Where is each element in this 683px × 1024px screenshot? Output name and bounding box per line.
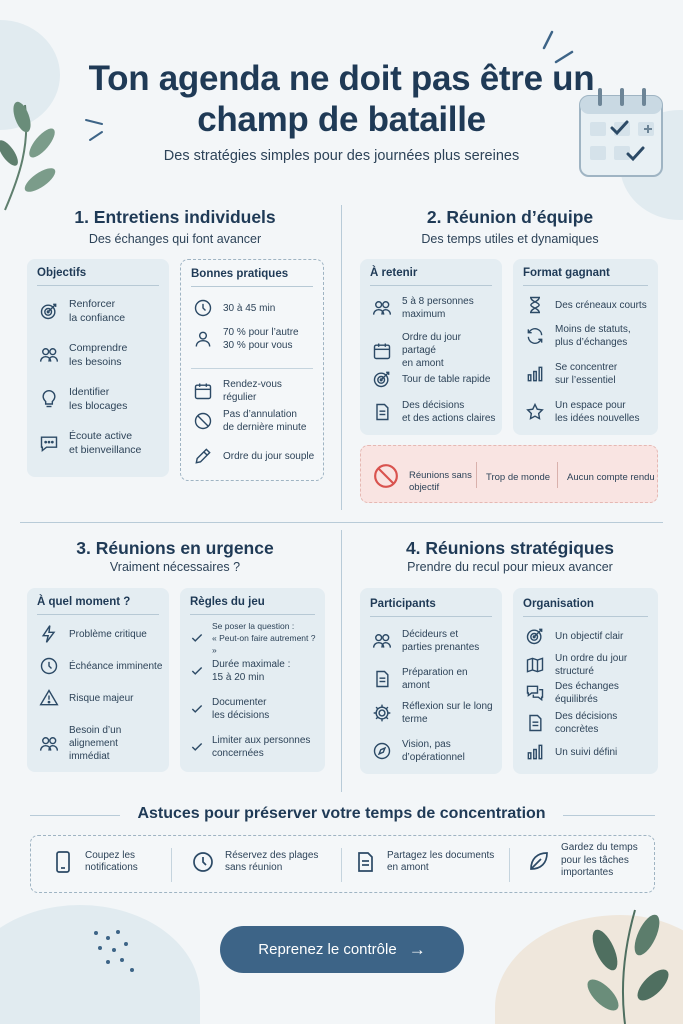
rules-card [180, 588, 325, 772]
card-heading: À retenir [370, 267, 492, 286]
pitfall-separator [476, 462, 477, 488]
card-separator [191, 368, 313, 369]
arrow-right-icon: → [408, 939, 426, 959]
horizontal-divider [20, 522, 663, 523]
card-heading: Participants [370, 596, 492, 617]
page-subtitle: Des stratégies simples pour des journées plus sereines [163, 148, 520, 164]
key-points-card [360, 259, 502, 435]
leaf-icon [575, 905, 675, 1024]
list-item: Échéance imminente [37, 654, 163, 678]
list-item: Pas d’annulation de dernière minute [191, 408, 317, 434]
list-item: Renforcer la confiance [37, 297, 163, 325]
list-item: Durée maximale : 15 à 20 min [190, 658, 319, 684]
list-item: 70 % pour l’autre 30 % pour vous [191, 326, 317, 352]
document-icon [370, 400, 394, 424]
take-control-button[interactable] [220, 926, 464, 973]
tip-item: Réservez des plages sans réunion [189, 848, 318, 876]
tips-title: Astuces pour préserver votre temps de concentration [137, 805, 546, 822]
target-icon [523, 624, 547, 648]
hourglass-icon [523, 293, 547, 317]
check-icon [190, 659, 204, 683]
list-item: Décideurs et parties prenantes [370, 628, 496, 654]
dots-decoration [88, 928, 138, 978]
list-item: Se concentrer sur l’essentiel [523, 361, 652, 387]
list-item: Rendez-vous régulier [191, 378, 317, 404]
leaf-icon [525, 847, 553, 875]
lightbulb-icon [37, 387, 61, 411]
card-heading: Format gagnant [523, 267, 648, 286]
tip-item: Coupez les notifications [49, 848, 138, 876]
gear-icon [370, 701, 394, 725]
tip-separator [171, 848, 172, 882]
people-icon [37, 732, 61, 756]
list-item: Un espace pour les idées nouvelles [523, 399, 652, 425]
list-item: Comprendre les besoins [37, 341, 163, 369]
list-item: Des décisions et des actions claires [370, 399, 496, 425]
list-item: Vision, pas d’opérationnel [370, 738, 496, 764]
lightning-icon [37, 622, 61, 646]
chat-bubbles-icon [523, 681, 547, 705]
list-item: Identifier les blocages [37, 385, 163, 413]
chat-bubble-icon [37, 431, 61, 455]
tip-separator [509, 848, 510, 882]
list-item: 5 à 8 personnes maximum [370, 295, 496, 321]
card-heading: Règles du jeu [190, 596, 315, 615]
pitfalls-box [360, 445, 658, 503]
page-title: Ton agenda ne doit pas être un champ de bataille [88, 59, 595, 139]
check-icon [190, 697, 204, 721]
tip-separator [341, 848, 342, 882]
section-subtitle: Des temps utiles et dynamiques [421, 232, 599, 246]
card-heading: Organisation [523, 596, 648, 617]
section-subtitle: Vraiment nécessaires ? [109, 560, 241, 574]
people-icon [370, 296, 394, 320]
bar-chart-icon [523, 740, 547, 764]
section-subtitle: Des échanges qui font avancer [88, 232, 262, 246]
list-item: Limiter aux personnes concernées [190, 734, 319, 760]
cta-label: Reprenez le contrôle [258, 941, 397, 958]
section-title: 4. Réunions stratégiques [405, 538, 615, 558]
target-icon [370, 367, 394, 391]
card-heading: À quel moment ? [37, 596, 159, 615]
people-icon [37, 343, 61, 367]
refresh-icon [523, 324, 547, 348]
smartphone-icon [49, 848, 77, 876]
section-title: 3. Réunions en urgence [76, 538, 274, 558]
people-icon [370, 629, 394, 653]
list-item: Se poser la question : « Peut-on faire autrement ? » [190, 620, 319, 656]
section-title: 1. Entretiens individuels [74, 207, 276, 227]
warning-icon [37, 686, 61, 710]
list-item: 30 à 45 min [191, 296, 317, 320]
target-icon [37, 299, 61, 323]
vertical-divider [341, 530, 342, 792]
pitfall-separator [557, 462, 558, 488]
check-icon [190, 735, 204, 759]
tip-item: Partagez les documents en amont [351, 848, 494, 876]
clock-icon [189, 848, 217, 876]
best-practices-card [180, 259, 324, 481]
star-icon [523, 400, 547, 424]
document-icon [351, 848, 379, 876]
clock-icon [191, 296, 215, 320]
list-item: Des décisions concrètes [523, 710, 652, 736]
map-icon [523, 653, 547, 677]
calendar-icon [191, 379, 215, 403]
forbidden-icon [191, 409, 215, 433]
organisation-card [513, 588, 658, 774]
check-icon [190, 626, 204, 650]
section-title: 2. Réunion d’équipe [426, 207, 594, 227]
list-item: Réflexion sur le long terme [370, 700, 496, 726]
when-card [27, 588, 169, 772]
card-heading: Objectifs [37, 267, 159, 286]
list-item: Moins de statuts, plus d’échanges [523, 323, 652, 349]
pencil-icon [191, 444, 215, 468]
person-icon [191, 327, 215, 351]
list-item: Problème critique [37, 622, 163, 646]
tip-item: Gardez du temps pour les tâches importantes [525, 842, 638, 880]
calendar-icon [370, 339, 394, 363]
participants-card [360, 588, 502, 774]
list-item: Écoute active et bienveillance [37, 429, 163, 457]
list-item: Un ordre du jour structuré [523, 652, 652, 678]
list-item: Ordre du jour souple [191, 444, 317, 468]
section-subtitle: Prendre du recul pour mieux avancer [407, 560, 613, 574]
clock-icon [37, 654, 61, 678]
forbidden-icon [373, 463, 399, 489]
tips-box [30, 835, 655, 893]
bar-chart-icon [523, 362, 547, 386]
card-heading: Bonnes pratiques [191, 268, 313, 287]
list-item: Tour de table rapide [370, 367, 496, 391]
objectives-card [27, 259, 169, 477]
list-item: Un suivi défini [523, 740, 652, 764]
list-item: Besoin d’un alignement immédiat [37, 724, 163, 763]
pitfall-text: Trop de monde [486, 472, 551, 483]
list-item: Des échanges équilibrés [523, 680, 652, 706]
list-item: Préparation en amont [370, 666, 496, 692]
document-icon [523, 711, 547, 735]
list-item: Des créneaux courts [523, 293, 652, 317]
list-item: Ordre du jour partagé en amont [370, 331, 496, 370]
pitfall-text: Réunions sans objectif [409, 470, 472, 493]
list-item: Un objectif clair [523, 624, 652, 648]
document-icon [370, 667, 394, 691]
pitfall-text: Aucun compte rendu [567, 472, 655, 483]
list-item: Risque majeur [37, 686, 163, 710]
compass-icon [370, 739, 394, 763]
list-item: Documenter les décisions [190, 696, 319, 722]
winning-format-card [513, 259, 658, 435]
vertical-divider [341, 205, 342, 510]
